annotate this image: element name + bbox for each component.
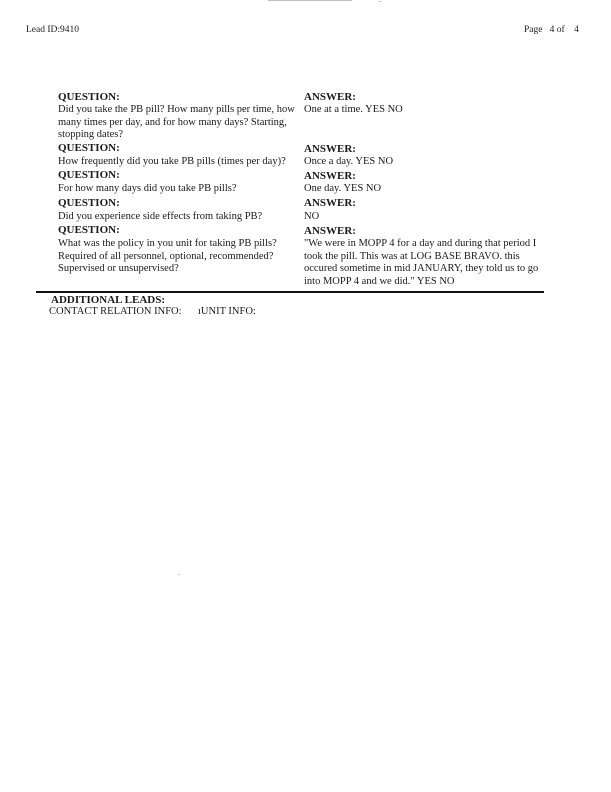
text-line: took the pill. This was at LOG BASE BRAVO. this — [304, 250, 520, 262]
text-line: Once a day. YES NO — [304, 156, 394, 167]
answer-label: ANSWER: — [304, 91, 356, 103]
text-line: One day. YES NO — [304, 183, 382, 194]
question-text — [58, 238, 298, 276]
unit-info-label: ıUNIT INFO: — [198, 306, 256, 317]
text-line: How frequently did you take PB pills (times per day)? — [58, 156, 286, 167]
answer-text — [304, 183, 554, 196]
text-line: many times per day, and for how many days? Starting, — [58, 116, 287, 128]
text-line: stopping dates? — [58, 129, 124, 140]
text-line: occured sometime in mid JANUARY, they told us to go — [304, 263, 539, 274]
text-line: into MOPP 4 and we did." YES NO — [304, 275, 455, 287]
additional-leads-heading: ADDITIONAL LEADS: — [51, 294, 165, 306]
scan-artifact-dot — [178, 574, 180, 575]
text-line: For how many days did you take PB pills? — [58, 183, 237, 194]
text-line: One at a time. YES NO — [304, 104, 403, 115]
text-line: "We were in MOPP 4 for a day and during that period I — [304, 238, 537, 249]
section-divider — [36, 291, 544, 293]
contact-relation-info-label: CONTACT RELATION INFO: — [49, 306, 182, 317]
answer-label: ANSWER: — [304, 225, 356, 237]
question-label: QUESTION: — [58, 91, 120, 103]
answer-label: ANSWER: — [304, 197, 356, 209]
question-label: QUESTION: — [58, 169, 120, 181]
question-label: QUESTION: — [58, 224, 120, 236]
question-text — [58, 104, 298, 142]
answer-label: ANSWER: — [304, 143, 356, 155]
answer-text — [304, 211, 554, 224]
text-line: What was the policy in you unit for taking PB pills? — [58, 238, 277, 249]
answer-label: ANSWER: — [304, 170, 356, 182]
question-text — [58, 183, 298, 196]
answer-text — [304, 104, 554, 117]
page-number: Page 4 of 4 — [524, 25, 579, 35]
text-line: Did you take the PB pill? How many pills per time, how — [58, 104, 295, 115]
question-label: QUESTION: — [58, 197, 120, 209]
question-text — [58, 156, 298, 169]
question-label: QUESTION: — [58, 142, 120, 154]
question-text — [58, 211, 298, 224]
scan-artifact-dot — [378, 1, 381, 2]
answer-text — [304, 238, 564, 288]
scan-artifact-line — [268, 0, 352, 1]
text-line: NO — [304, 211, 320, 222]
text-line: Required of all personnel, optional, recommended? — [58, 250, 274, 262]
lead-id: Lead ID:9410 — [26, 25, 80, 35]
answer-text — [304, 156, 554, 169]
text-line: Supervised or unsupervised? — [58, 263, 179, 274]
text-line: Did you experience side effects from taking PB? — [58, 211, 263, 222]
